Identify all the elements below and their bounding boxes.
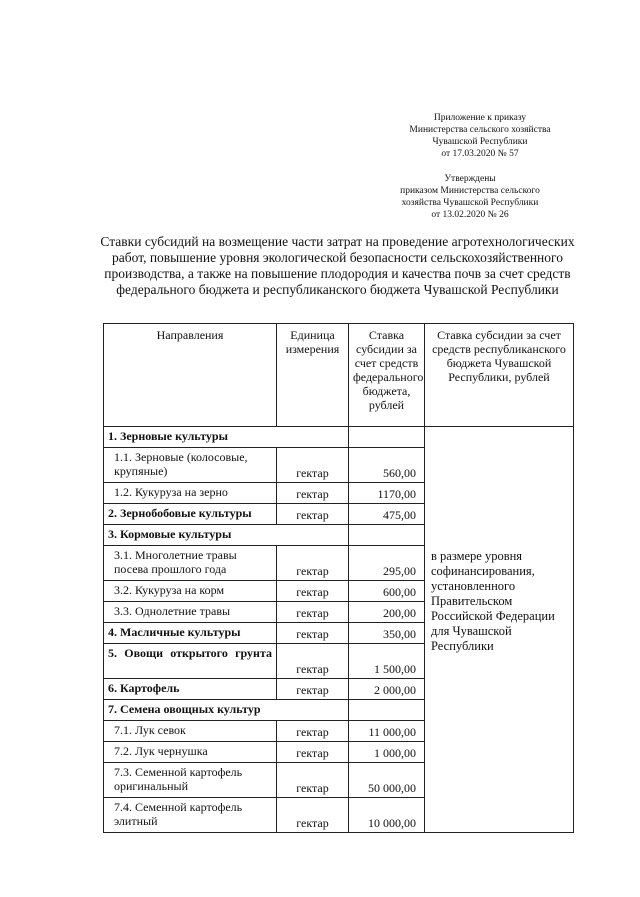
row-federal: 11 000,00 [349, 721, 425, 742]
row-unit: гектар [277, 581, 349, 602]
approved-line: хозяйства Чувашской Республики [401, 198, 539, 208]
row-name: 1. Зерновые культуры [104, 427, 349, 448]
row-unit: гектар [277, 483, 349, 504]
republic-rate: в размере уровня софинансирования, установленного Правительском Российской Федерации для Чувашской Республики [425, 427, 574, 833]
row-federal: 1 500,00 [349, 644, 425, 679]
row-unit: гектар [277, 504, 349, 525]
row-unit: гектар [277, 448, 349, 483]
row-unit: гектар [277, 679, 349, 700]
annex-line: Министерства сельского хозяйства [409, 125, 551, 135]
row-federal: 295,00 [349, 546, 425, 581]
row-federal: 50 000,00 [349, 763, 425, 798]
row-unit: гектар [277, 623, 349, 644]
approved-line: приказом Министерства сельского [400, 186, 540, 196]
annex-note [390, 112, 570, 160]
row-federal: 560,00 [349, 448, 425, 483]
row-name: 4. Масличные культуры [104, 623, 277, 644]
header-unit: Единица измерения [277, 324, 349, 427]
row-name: 7.2. Лук чернушка [104, 742, 277, 763]
row-name: 3.2. Кукуруза на корм [104, 581, 277, 602]
row-unit: гектар [277, 763, 349, 798]
header-federal: Ставка субсидии за счет средств федерального бюджета, рублей [349, 324, 425, 427]
row-name: 7.4. Семенной картофель элитный [104, 798, 277, 833]
annex-line: Приложение к приказу [433, 113, 527, 123]
annex-line: от 17.03.2020 № 57 [441, 149, 519, 159]
approved-line: от 13.02.2020 № 26 [431, 210, 509, 220]
row-unit: гектар [277, 546, 349, 581]
row-name: 5. Овощи открытого грунта [104, 644, 277, 679]
row-name: 7.1. Лук севок [104, 721, 277, 742]
annex-line: Чувашской Республики [432, 137, 528, 147]
row-federal: 475,00 [349, 504, 425, 525]
row-federal: 1 000,00 [349, 742, 425, 763]
row-unit: гектар [277, 721, 349, 742]
header-direction: Направления [104, 324, 277, 427]
row-federal: 200,00 [349, 602, 425, 623]
row-name: 3.1. Многолетние травы посева прошлого года [104, 546, 277, 581]
row-federal [349, 700, 425, 721]
row-federal: 600,00 [349, 581, 425, 602]
row-name: 3.3. Однолетние травы [104, 602, 277, 623]
row-federal [349, 427, 425, 448]
row-name: 7.3. Семенной картофель оригинальный [104, 763, 277, 798]
table-header-row [104, 324, 574, 427]
approved-note [370, 173, 570, 221]
table-row [104, 427, 574, 448]
document-title: Ставки субсидий на возмещение части затрат на проведение агротехнологических работ, повышение уровня экологической безопасности сельскохозяйственного производства, а также на повышение плодородия и качества почв за счет средств федерального бюджета и республиканского бюджета Чувашской Республики [100, 234, 575, 297]
row-federal: 10 000,00 [349, 798, 425, 833]
subsidy-rates-table [103, 323, 574, 833]
row-federal [349, 525, 425, 546]
row-name: 7. Семена овощных культур [104, 700, 349, 721]
header-republic: Ставка субсидии за счет средств республиканского бюджета Чувашской Республики, рублей [425, 324, 574, 427]
row-federal: 2 000,00 [349, 679, 425, 700]
row-unit: гектар [277, 602, 349, 623]
row-name: 1.2. Кукуруза на зерно [104, 483, 277, 504]
row-name: 2. Зернобобовые культуры [104, 504, 277, 525]
row-federal: 1170,00 [349, 483, 425, 504]
row-unit: гектар [277, 742, 349, 763]
row-name: 6. Картофель [104, 679, 277, 700]
row-name: 3. Кормовые культуры [104, 525, 349, 546]
row-name: 1.1. Зерновые (колосовые, крупяные) [104, 448, 277, 483]
row-unit: гектар [277, 644, 349, 679]
approved-line: Утверждены [444, 174, 496, 184]
row-federal: 350,00 [349, 623, 425, 644]
row-unit: гектар [277, 798, 349, 833]
